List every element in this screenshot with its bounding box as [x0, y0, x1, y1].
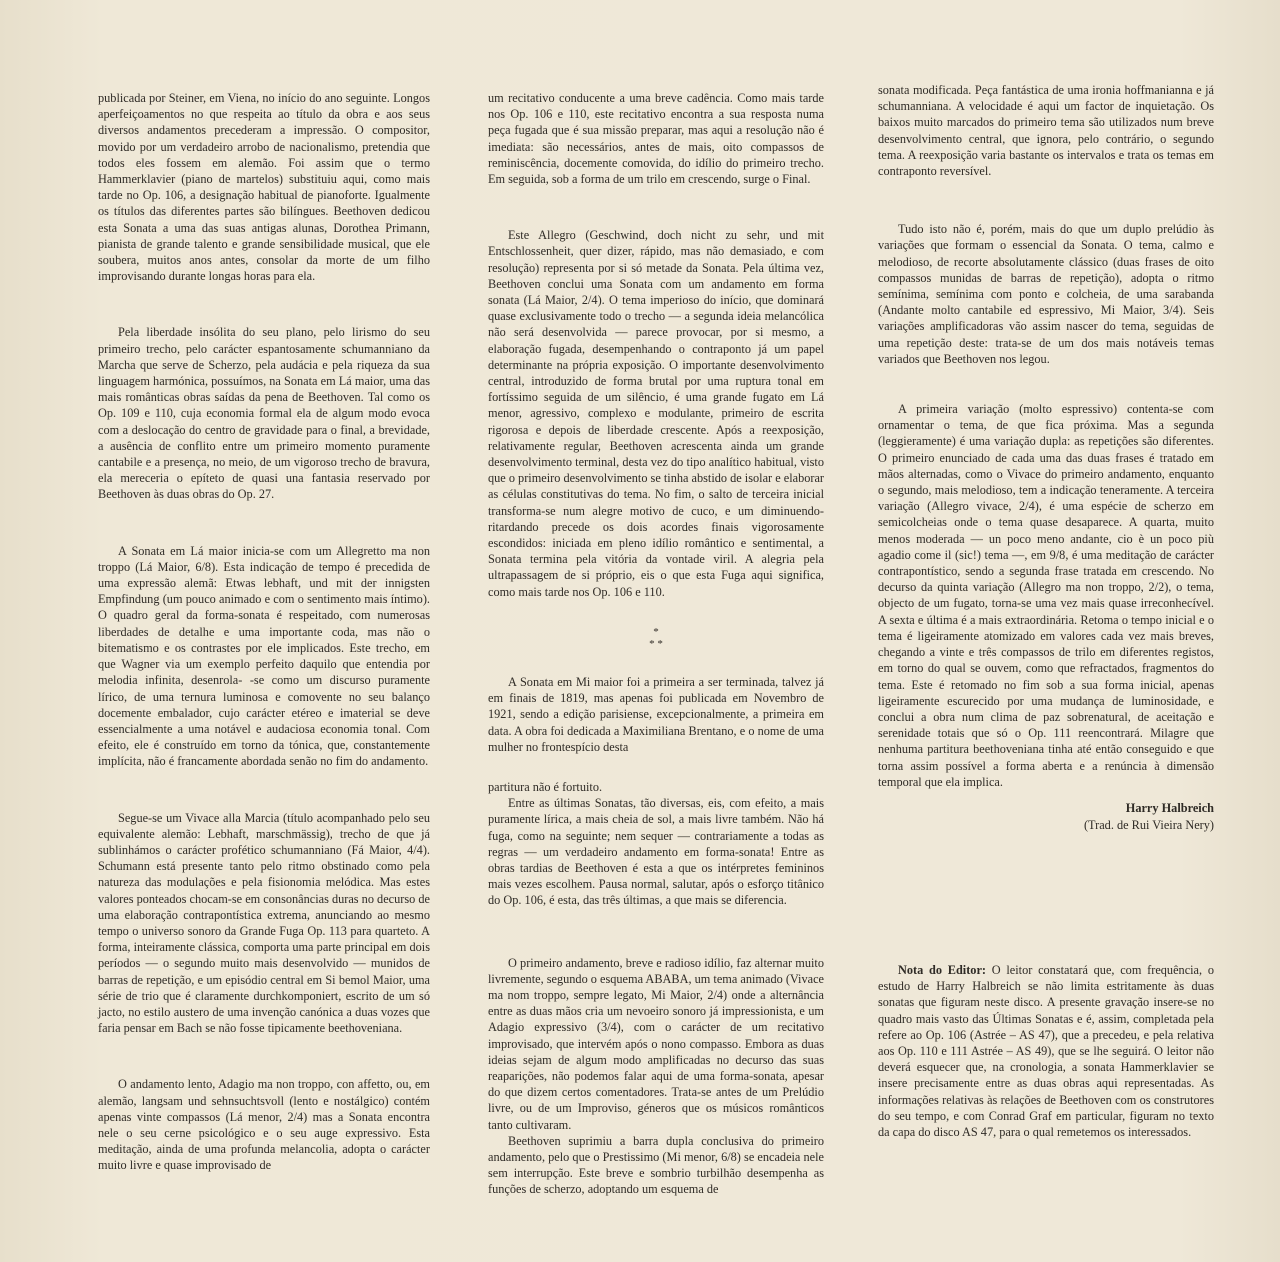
paragraph: Este Allegro (Geschwind, doch nicht zu sehr, und mit Entschlossenheit, quer dizer, rápido, mas não demasiado, e com resolução) representa por si só metade da Sonata. Pela última vez, Beethoven conclui uma Sonata com um andamento em forma sonata (Lá Maior, 2/4). O tema imperioso do início, que dominará quase exclusivamente todo o trecho — a segunda ideia melancólica não será desenvolvida — parece provocar, por si mesmo, a elaboração fugada, desempenhando o contraponto já um papel determinante na própria exposição. O importante desenvolvimento central, introduzido de forma brutal por uma ruptura tonal em fortíssimo seguida de um silêncio, é uma grande fugato em Lá menor, agressivo, complexo e modulante, primeiro de escrita rigorosa e depois de liberdade crescente. Após a reexposição, relativamente regular, Beethoven acrescenta ainda um grande desenvolvimento terminal, desta vez do tipo analítico habitual, visto que o primeiro desenvolvimento se tinha abstido de isolar e elaborar as células constitutivas do tema. No fim, o salto de terceira inicial transforma-se num alegre motivo de cuco, e um diminuendo-ritardando precede os dois acordes finais vigorosamente escondidos: iniciada em pleno idílio romântico e sentimental, a Sonata termina pela vitória da vontade viril. A alegria pela ultrapassagem de si próprio, eis o que esta Fuga aqui significa, como mais tarde nos Op. 106 e 110.	[488, 228, 825, 599]
author-name: Harry Halbreich	[1125, 800, 1214, 815]
editor-note-label: Nota do Editor:	[898, 962, 986, 977]
editor-note-text: O leitor constatará que, com frequência, o estudo de Harry Halbreich se não limita estritamente às duas sonatas que figuram neste disco. A presente gravação insere-se no quadro mais vasto das Últimas Sonatas e é, assim, completada pela refere ao Op. 106 (Astrée – AS 47), que a precedeu, e pela relativa aos Op. 110 e 111 Astrée – AS 49), que se lhe seguirá. O leitor não deverá esquecer que, na cronologia, a sonata Hammerklavier se insere precisamente entre as duas obras aqui representadas. As informações relativas às relações de Beethoven com os construtores do seu tempo, e com Conrad Graf em particular, figuram no texto da capa do disco AS 47, para o qual remetemos os interessados.	[878, 962, 1214, 1139]
paragraph: A Sonata em Lá maior inicia-se com um Allegretto ma non troppo (Lá Maior, 6/8). Esta indicação de tempo é precedida de uma expressão alemã: Etwas lebhaft, und mit der innigsten Empfindung (um pouco animado e com o sentimento mais íntimo). O quadro geral da forma-sonata é respeitado, com numerosas liberdades de detalhe e uma importante coda, mas não o bitematismo e os contrastes por ele implicados. Este trecho, em que Wagner via um exemplo perfeito daquilo que entendia por melodia infinita, desenrola- -se como um discurso puramente lírico, de uma ternura luminosa e comovente no seu balanço docemente embalador, cujo carácter etéreo e imaterial se deve essencialmente a uma notável e audaciosa economia tonal. Com efeito, ele é construído em torno da tónica, que, constantemente implícita, não é francamente abordada senão no fim do andamento.	[98, 543, 430, 769]
paragraph: O andamento lento, Adagio ma non troppo, con affetto, ou, em alemão, langsam und sehnsuchtsvoll (lento e nostálgico) contém apenas vinte compassos (Lá menor, 2/4) mas a Sonata encontra nele o seu cerne psicológico e o seu auge expressivo. Esta meditação, ainda de uma profunda melancolia, adopta o carácter muito livre e quase improvisado de	[98, 1077, 430, 1173]
signature-block	[878, 800, 1214, 834]
editor-note	[878, 962, 1214, 1140]
paragraph: um recitativo conducente a uma breve cadência. Como mais tarde nos Op. 106 e 110, este recitativo encontra a sua resposta numa peça fugada que é sua missão preparar, mas aqui a resolução não é imediata: são necessários, antes de mais, oito compassos de reminiscência, docemente comovida, do idílio do primeiro trecho. Em seguida, sob a forma de um trilo em crescendo, surge o Final.	[488, 91, 824, 187]
star-top: *	[653, 625, 659, 638]
paragraph: sonata modificada. Peça fantástica de uma ironia hoffmanianna e já schumanniana. A velocidade é aqui um factor de inquietação. Os baixos muito marcados do primeiro tema são utilizados num breve desenvolvimento central, que ignora, pelo contrário, o segundo tema. A reexposição varia bastante os intervalos e trata os temas em contraponto reversível.	[878, 83, 1214, 179]
paragraph: Pela liberdade insólita do seu plano, pelo lirismo do seu primeiro trecho, pelo carácter espantosamente schumanniano da Marcha que serve de Scherzo, pela audácia e pela riqueza da sua linguagem harmónica, possuímos, na Sonata em Lá maior, uma das mais românticas obras saídas da pena de Beethoven. Tal como os Op. 109 e 110, cuja economia formal ela de algum modo evoca com a deslocação do centro de gravidade para o final, a brevidade, a ausência de conflito entre um primeiro momento puramente cantabile e a presença, no meio, de um vigoroso trecho de bravura, ela mereceria o epíteto de quasi una fantasia reservado por Beethoven às duas obras do Op. 27.	[98, 325, 430, 502]
paragraph: Tudo isto não é, porém, mais do que um duplo prelúdio às variações que formam o essencial da Sonata. O tema, calmo e melodioso, de recorte absolutamente clássico (duas frases de oito compassos munidas de barras de repetição), adopta o ritmo semínima, semínima com ponto e colcheia, de uma sarabanda (Andante molto cantabile ed espressivo, Mi Maior, 3/4). Seis variações amplificadoras vão assim nascer do tema, seguidas de uma repetição deste: trata-se de um dos mais notáveis temas variados que Beethoven nos legou.	[878, 222, 1214, 366]
column-middle	[488, 90, 824, 1198]
paragraph: Beethoven suprimiu a barra dupla conclusiva do primeiro andamento, pelo que o Prestissimo (Mi menor, 6/8) se encadeia nele sem interrupção. Este breve e sombrio turbilhão desempenha as funções de scherzo, adoptando um esquema de	[488, 1133, 824, 1197]
paragraph: A primeira variação (molto espressivo) contenta-se com ornamentar o tema, de que fica próxima. Mas a segunda (leggieramente) é uma variação dupla: as repetições são diferentes. O primeiro enunciado de cada uma das duas frases é tratado em mãos alternadas, como o Vivace do primeiro andamento, enquanto o segundo, mais melodioso, tem a indicação teneramente. A terceira variação (Allegro vivace, 2/4), é uma espécie de scherzo em semicolcheias onde o tema quase desaparece. A quarta, muito menos moderada — un poco meno andante, cio è un poco più agadio come il (sic!) tema —, em 9/8, é uma meditação de carácter contrapontístico, sendo a segunda frase tratada em crescendo. No decurso da quinta variação (Allegro ma non troppo, 2/2), o tema, objecto de um fugato, torna-se uma vez mais quase irreconhecível. A sexta e última é a mais extraordinária. Retoma o tempo inicial e o tema é ligeiramente atomizado em valores cada vez mais breves, chegando a vinte e três compassos de trilo em diferentes registos, em torno do qual se ouvem, como que refractados, fragmentos do tema. Este é retomado no fim sob a sua forma inicial, apenas ligeiramente escurecido por uma mudança de luminosidade, e conclui a obra num clima de paz sobrenatural, de aceitação e serenidade totais que só o Op. 111 reencontrará. Milagre que nenhuma partitura beethoveniana tinha até então conseguido e que torna assim possível a forma aberta e a renúncia à dimensão temporal que ela implica.	[878, 402, 1214, 789]
star-bottom: * *	[649, 637, 663, 650]
column-left	[98, 90, 430, 1174]
translator-credit: (Trad. de Rui Vieira Nery)	[1083, 817, 1214, 832]
paragraph: O primeiro andamento, breve e radioso idílio, faz alternar muito livremente, segundo o esquema ABABA, um tema animado (Vivace ma nom troppo, sempre legato, Mi Maior, 2/4) onde a alternância entre as duas mãos cria um nevoeiro sonoro já impressionista, e um Adagio expressivo (3/4), com o carácter de um recitativo improvisado, que intervém após o nono compasso. Embora as duas ideias sejam de algum modo amplificadas no decurso das suas reaparições, não podemos falar aqui de uma forma-sonata, apesar do que dizem certos comentadores. Trata-se antes de um Prelúdio livre, ou de um Improviso, géneros que os músicos românticos tanto cultivaram.	[488, 955, 824, 1132]
paragraph: partitura não é fortuito.	[488, 779, 603, 794]
section-divider-stars	[488, 626, 824, 650]
paragraph: Segue-se um Vivace alla Marcia (título acompanhado pelo seu equivalente alemão: Lebhaft, marschmässig), trecho de que já sublinhámos o carácter profético schumanniano (Fá Maior, 4/4). Schumann está presente tanto pelo ritmo obstinado como pela natureza das modulações e pela fisionomia melódica. Mas estes valores ponteados chocam-se em consonâncias duras no decurso de uma elaboração contrapontística extrema, anunciando ao mesmo tempo o universo sonoro da Grande Fuga Op. 113 para quarteto. A forma, inteiramente clássica, comporta uma parte principal em dois períodos — o segundo muito mais desenvolvido — munidos de barras de repetição, e um episódio central em Si bemol Maior, uma série de trio que é claramente durchkomponiert, escrito de um só jacto, no estilo austero de uma invenção canónica a duas vozes que faria pensar em Bach se não fosse tipicamente beethoveniana.	[98, 810, 430, 1036]
column-right	[878, 82, 1214, 1140]
paragraph: Entre as últimas Sonatas, tão diversas, eis, com efeito, a mais puramente lírica, a mais cheia de sol, a mais livre também. Não há fuga, como na seguinte; nem sequer — contrariamente a todas as regras — um verdadeiro andamento em forma-sonata! Entre as obras tardias de Beethoven é esta a que os intérpretes femininos mais vezes escolhem. Pausa normal, salutar, após o esforço titânico do Op. 106, é esta, das três últimas, a que mais se diferencia.	[488, 796, 824, 908]
paragraph: publicada por Steiner, em Viena, no início do ano seguinte. Longos aperfeiçoamentos no que respeita ao título da obra e aos seus diversos andamentos precederam a impressão. O compositor, movido por um verdadeiro arrobo de nacionalismo, pretendia que todos eles fossem em alemão. Foi assim que o termo Hammerklavier (piano de martelos) substituiu aqui, como mais tarde no Op. 106, a designação habitual de pianoforte. Igualmente os títulos das diferentes partes são bilíngues. Beethoven dedicou esta Sonata a uma das suas antigas alunas, Dorothea Primann, pianista de grande talento e grande sensibilidade musical, que ele soubera, muitos anos antes, consolar da morte de um filho improvisando durante longas horas para ela.	[98, 91, 430, 284]
paragraph: A Sonata em Mi maior foi a primeira a ser terminada, talvez já em finais de 1819, mas apenas foi publicada em Novembro de 1921, sendo a edição parisiense, excepcionalmente, a primeira em data. A obra foi dedicada a Maximiliana Brentano, e o nome de uma mulher no frontespício desta	[488, 674, 824, 754]
